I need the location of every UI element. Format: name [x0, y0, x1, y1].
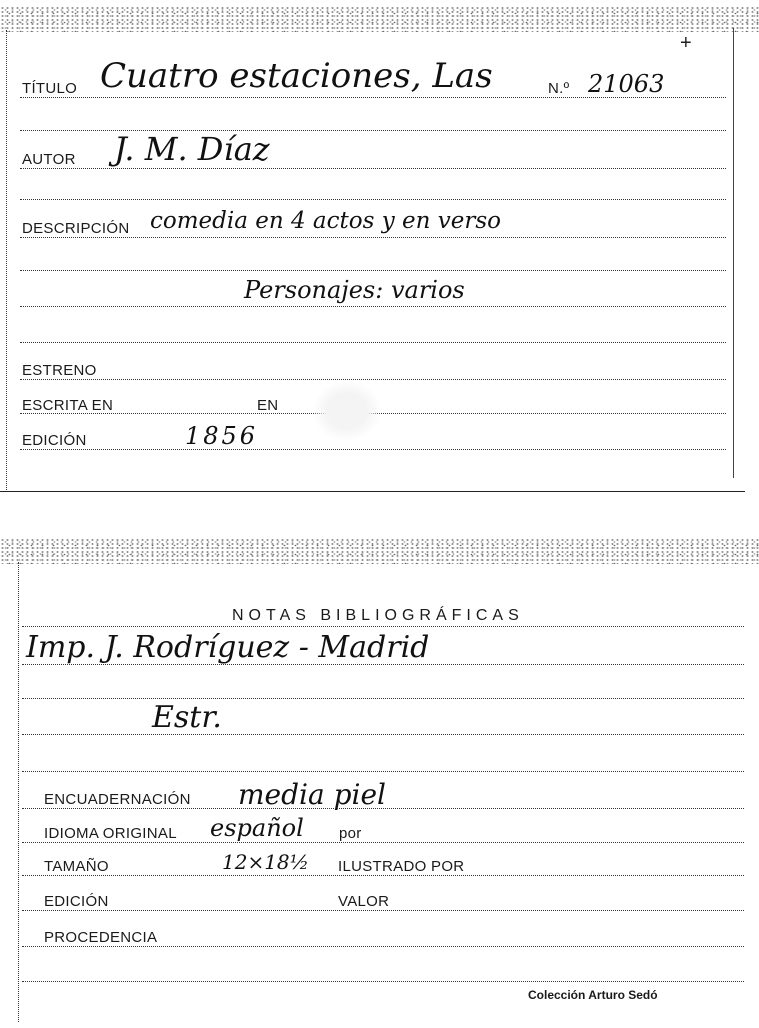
notas-bibliograficas-heading: NOTAS BIBLIOGRÁFICAS: [232, 607, 524, 624]
catalog-card-back: [0, 538, 759, 1028]
idioma-original-value: español: [210, 814, 304, 842]
estreno-label: ESTRENO: [22, 362, 97, 379]
escrita-en-en-label: EN: [257, 397, 279, 414]
notes-line-2: Estr.: [152, 700, 222, 735]
notes-line-1: Imp. J. Rodríguez - Madrid: [26, 630, 430, 665]
titulo-value: Cuatro estaciones, Las: [100, 56, 493, 96]
rule-n4: [22, 771, 744, 772]
rule-idioma: [22, 842, 744, 843]
rule-edicion: [20, 449, 726, 450]
card-edge-speckle: [0, 538, 759, 564]
autor-value: J. M. Díaz: [114, 130, 270, 168]
idioma-original-label: IDIOMA ORIGINAL: [44, 825, 177, 842]
tamano-label: TAMAÑO: [44, 858, 109, 875]
rule-heading: [22, 626, 744, 627]
rule-4: [20, 306, 726, 307]
valor-label: VALOR: [338, 893, 390, 910]
rule-2: [20, 199, 726, 200]
encuadernacion-label: ENCUADERNACIÓN: [44, 791, 191, 808]
rule-estreno: [20, 379, 726, 380]
rule-autor: [20, 168, 726, 169]
card-left-edge: [18, 562, 19, 1022]
card-left-edge: [6, 30, 7, 490]
rule-edicion-2: [22, 910, 744, 911]
edicion-label: EDICIÓN: [44, 893, 109, 910]
paper-smudge: [312, 380, 382, 442]
por-label: por: [339, 825, 362, 842]
numero-label: N.º: [548, 80, 570, 97]
collection-footer: Colección Arturo Sedó: [528, 988, 658, 1002]
rule-3: [20, 270, 726, 271]
rule-n1: [22, 664, 744, 665]
rule-5: [20, 342, 726, 343]
ilustrado-por-label: ILUSTRADO POR: [338, 858, 465, 875]
tamano-value: 12×18½: [222, 850, 310, 874]
descripcion-label: DESCRIPCIÓN: [22, 220, 130, 237]
titulo-label: TÍTULO: [22, 80, 78, 97]
numero-value: 21063: [588, 70, 665, 98]
edicion-value: 1856: [185, 422, 259, 450]
rule-last: [22, 981, 744, 982]
descripcion-value-line2: Personajes: varios: [244, 276, 465, 304]
escrita-en-label: ESCRITA EN: [22, 397, 114, 414]
edicion-label: EDICIÓN: [22, 432, 87, 449]
rule-tamano: [22, 875, 744, 876]
catalog-card-front: [0, 0, 759, 500]
rule-n3: [22, 734, 744, 735]
procedencia-label: PROCEDENCIA: [44, 929, 158, 946]
autor-label: AUTOR: [22, 151, 76, 168]
card-edge-speckle: [0, 6, 759, 32]
rule-procedencia: [22, 946, 744, 947]
rule-encuadernacion: [22, 808, 744, 809]
rule-descripcion: [20, 237, 726, 238]
plus-mark: +: [680, 32, 692, 54]
card-right-edge: [733, 28, 734, 478]
encuadernacion-value: media piel: [238, 778, 386, 811]
rule-n2: [22, 698, 744, 699]
card-bottom-edge: [0, 491, 745, 492]
descripcion-value: comedia en 4 actos y en verso: [150, 208, 502, 234]
rule-titulo: [20, 97, 726, 98]
